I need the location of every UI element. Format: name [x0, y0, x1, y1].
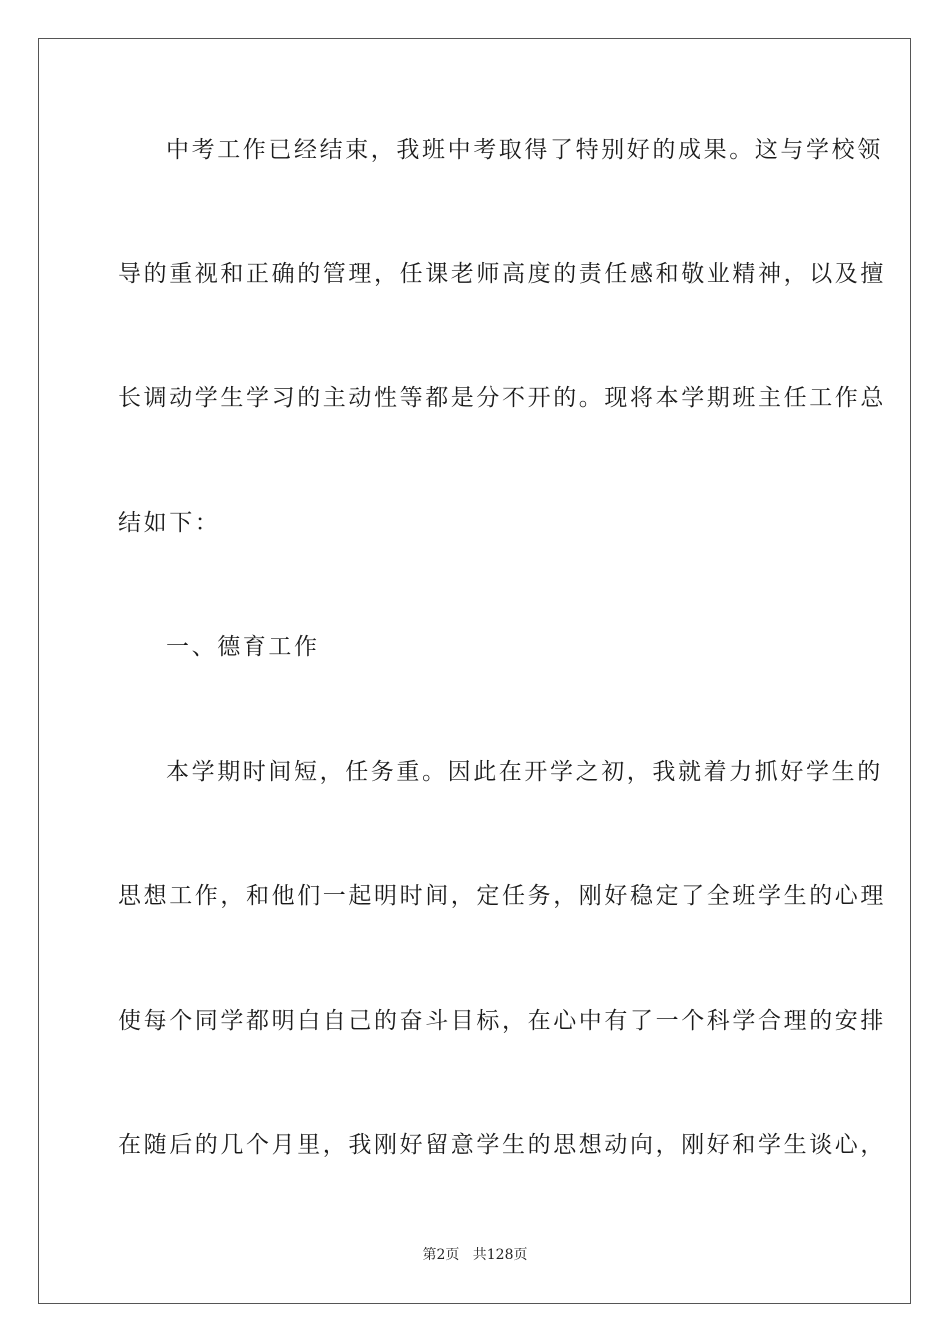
paragraph-line-2: 导的重视和正确的管理，任课老师高度的责任感和敬业精神，以及擅 [118, 261, 886, 287]
paragraph-line-8: 在随后的几个月里，我刚好留意学生的思想动向，刚好和学生谈心， [118, 1132, 886, 1158]
page-footer [0, 1246, 950, 1264]
page-border [38, 38, 911, 1304]
total-pages: 共128页 [472, 1247, 528, 1263]
paragraph-line-3: 长调动学生学习的主动性等都是分不开的。现将本学期班主任工作总 [118, 385, 886, 411]
paragraph-line-1: 中考工作已经结束，我班中考取得了特别好的成果。这与学校领 [166, 137, 883, 163]
paragraph-line-4: 结如下： [118, 510, 221, 536]
section-heading: 一、德育工作 [166, 634, 320, 660]
page-number: 第2页 [422, 1247, 460, 1263]
paragraph-line-7: 使每个同学都明白自己的奋斗目标，在心中有了一个科学合理的安排 [118, 1008, 886, 1034]
paragraph-line-5: 本学期时间短，任务重。因此在开学之初，我就着力抓好学生的 [166, 759, 883, 785]
paragraph-line-6: 思想工作，和他们一起明时间，定任务，刚好稳定了全班学生的心理 [118, 883, 886, 909]
